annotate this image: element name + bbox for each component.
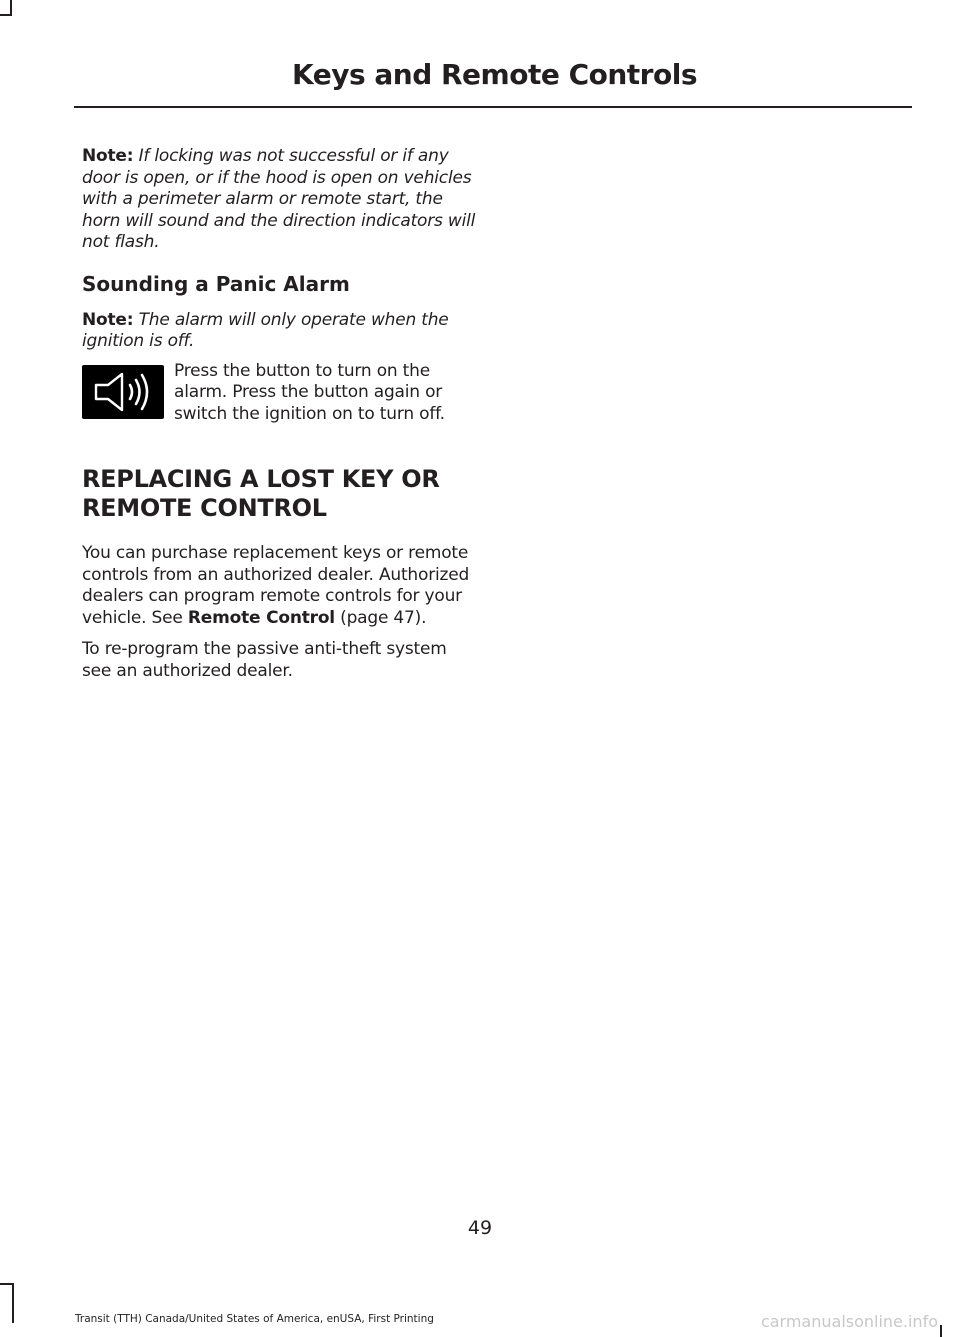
replacement-paragraph [82,543,480,629]
note-label: Note: [82,146,134,166]
panic-instruction-text: Press the button to turn on the alarm. Press the button again or switch the ignition on to turn off. [174,360,445,424]
crop-mark-bottom-left-horizontal [0,1283,14,1285]
heading-line-2: REMOTE CONTROL [82,494,327,522]
footer-text: Transit (TTH) Canada/United States of America, enUSA, First Printing [75,1313,434,1325]
page-header-title: Keys and Remote Controls [292,58,697,91]
note-ignition [82,310,480,353]
speaker-sound-icon [82,365,164,419]
cross-reference-link[interactable]: Remote Control [187,607,335,628]
replacement-text: You can purchase replacement keys or remote controls from an authorized dealer. Authorized dealers can program remote controls for your vehicle. See [82,543,470,628]
header-rule [74,106,912,108]
crop-mark-bottom-left-vertical [12,1283,14,1323]
note-text: The alarm will only operate when the ignition is off. [82,309,449,351]
note-text: If locking was not successful or if any door is open, or if the hood is open on vehicles with a perimeter alarm or remote start, the horn will sound and the direction indicators will not flash. [82,146,476,252]
main-column [82,146,480,682]
note-locking [82,146,480,254]
crop-mark-bottom-right-vertical [940,1325,942,1337]
watermark: carmanualsonline.info [760,1312,938,1331]
note-label: Note: [82,309,134,330]
panic-instruction-row [82,361,480,426]
page-number: 49 [467,1217,493,1239]
crop-mark-top-left-horizontal [0,14,12,16]
heading-line-1: REPLACING A LOST KEY OR [82,465,440,493]
page-reference: (page 47). [334,607,427,628]
reprogram-paragraph: To re-program the passive anti-theft system see an authorized dealer. [82,639,447,681]
section-heading-panic-alarm: Sounding a Panic Alarm [82,271,350,296]
section-heading-replacing-key [82,465,480,523]
